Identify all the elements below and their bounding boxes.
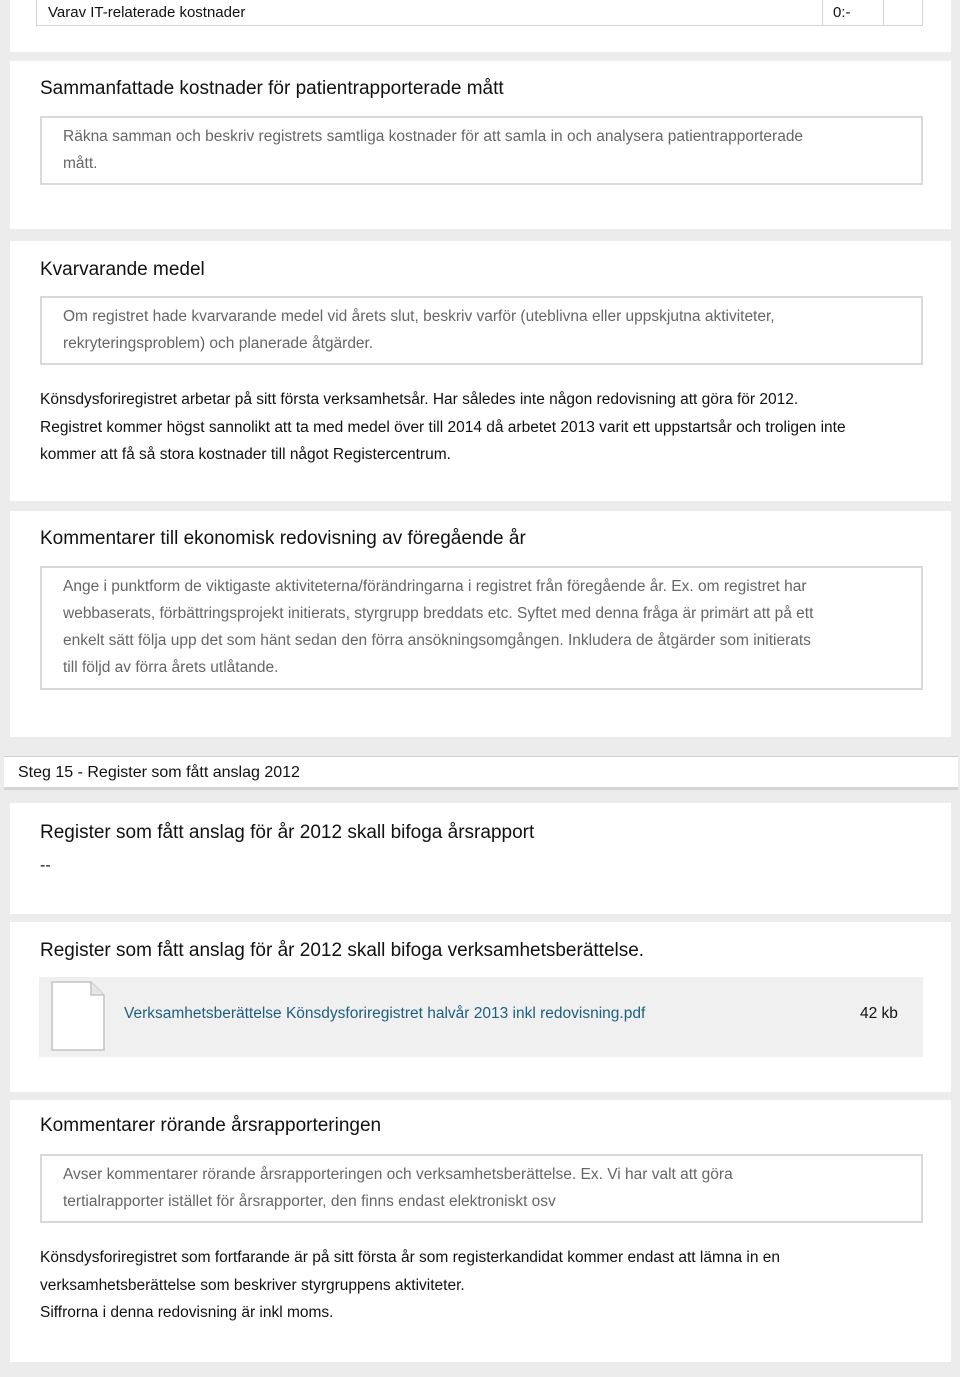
remaining-funds-answer-line-2: Registret kommer högst sannolikt att ta med medel över till 2014 då arbetet 2013 varit ett uppstartsår och troligen inte bbox=[40, 418, 846, 436]
report-comments-answer-line-2: verksamhetsberättelse som beskriver styrgruppens aktiviteter. bbox=[40, 1276, 465, 1294]
it-costs-panel bbox=[10, 0, 951, 52]
summary-costs-hint bbox=[40, 116, 923, 185]
attachment-row[interactable] bbox=[39, 977, 923, 1057]
report-comments-hint-line-1: Avser kommentarer rörande årsrapporteringen och verksamhetsberättelse. Ex. Vi har valt att göra bbox=[63, 1166, 733, 1183]
report-comments-answer-line-3: Siffrorna i denna redovisning är inkl moms. bbox=[40, 1304, 334, 1321]
annual-report-panel bbox=[10, 803, 951, 914]
economic-comments-hint-line-1: Ange i punktform de viktigaste aktiviteterna/förändringarna i registret från föregående år. Ex. om registret har bbox=[63, 578, 807, 595]
summary-costs-hint-line-2: mått. bbox=[63, 155, 98, 172]
annual-report-title: Register som fått anslag för år 2012 skall bifoga årsrapport bbox=[40, 822, 535, 843]
remaining-funds-answer-line-1: Könsdysforiregistret arbetar på sitt första verksamhetsår. Har således inte någon redovisning att göra för 2012. bbox=[40, 391, 799, 408]
it-costs-label: Varav IT-relaterade kostnader bbox=[48, 4, 246, 21]
economic-comments-panel bbox=[10, 511, 951, 737]
document-icon bbox=[51, 981, 105, 1056]
report-comments-hint bbox=[40, 1154, 923, 1223]
report-comments-title: Kommentarer rörande årsrapporteringen bbox=[40, 1115, 382, 1136]
summary-costs-hint-line-1: Räkna samman och beskriv registrets samtliga kostnader för att samla in och analysera patientrapporterade bbox=[63, 128, 804, 145]
it-costs-table bbox=[36, 0, 923, 26]
economic-comments-hint-line-2: webbaserats, förbättringsprojekt initierats, styrgrupp breddats etc. Syftet med denna fråga är primärt att på ett bbox=[63, 605, 814, 622]
economic-comments-hint-line-3: enkelt sätt följa upp det som hänt sedan den förra ansökningsomgången. Inkludera de åtgärder som initierats bbox=[63, 632, 811, 649]
report-comments-hint-line-2: tertialrapporter istället för årsrapporter, den finns endast elektroniskt osv bbox=[63, 1193, 556, 1210]
step-header bbox=[4, 756, 958, 790]
remaining-funds-hint-line-2: rekryteringsproblem) och planerade åtgärder. bbox=[63, 335, 374, 352]
economic-comments-title: Kommentarer till ekonomisk redovisning av föregående år bbox=[40, 528, 526, 549]
economic-comments-hint-line-4: till följd av förra årets utlåtande. bbox=[63, 659, 279, 676]
activity-report-panel bbox=[10, 922, 951, 1092]
it-costs-value: 0:- bbox=[833, 4, 851, 21]
report-comments-answer-line-1: Könsdysforiregistret som fortfarande är på sitt första år som registerkandidat kommer endast att lämna in en bbox=[40, 1249, 781, 1266]
it-costs-divider-2 bbox=[883, 0, 884, 25]
it-costs-divider-1 bbox=[822, 0, 823, 25]
annual-report-value: -- bbox=[40, 857, 51, 874]
remaining-funds-answer bbox=[40, 386, 930, 469]
attachment-file-name[interactable]: Verksamhetsberättelse Könsdysforiregistret halvår 2013 inkl redovisning.pdf bbox=[124, 1005, 646, 1022]
economic-comments-hint bbox=[40, 566, 923, 690]
step-title: Steg 15 - Register som fått anslag 2012 bbox=[18, 764, 300, 781]
remaining-funds-hint bbox=[40, 296, 923, 365]
report-comments-answer bbox=[40, 1244, 930, 1327]
attachment-file-size: 42 kb bbox=[860, 1005, 898, 1022]
summary-costs-panel bbox=[10, 61, 951, 229]
activity-report-title: Register som fått anslag för år 2012 skall bifoga verksamhetsberättelse. bbox=[40, 940, 645, 961]
remaining-funds-title: Kvarvarande medel bbox=[40, 259, 205, 280]
summary-costs-title: Sammanfattade kostnader för patientrapporterade mått bbox=[40, 78, 504, 99]
remaining-funds-answer-line-3: kommer att få så stora kostnader till något Registercentrum. bbox=[40, 446, 451, 463]
remaining-funds-panel bbox=[10, 241, 951, 501]
remaining-funds-hint-line-1: Om registret hade kvarvarande medel vid årets slut, beskriv varför (uteblivna eller uppskjutna aktiviteter, bbox=[63, 308, 775, 325]
report-comments-panel bbox=[10, 1100, 951, 1362]
